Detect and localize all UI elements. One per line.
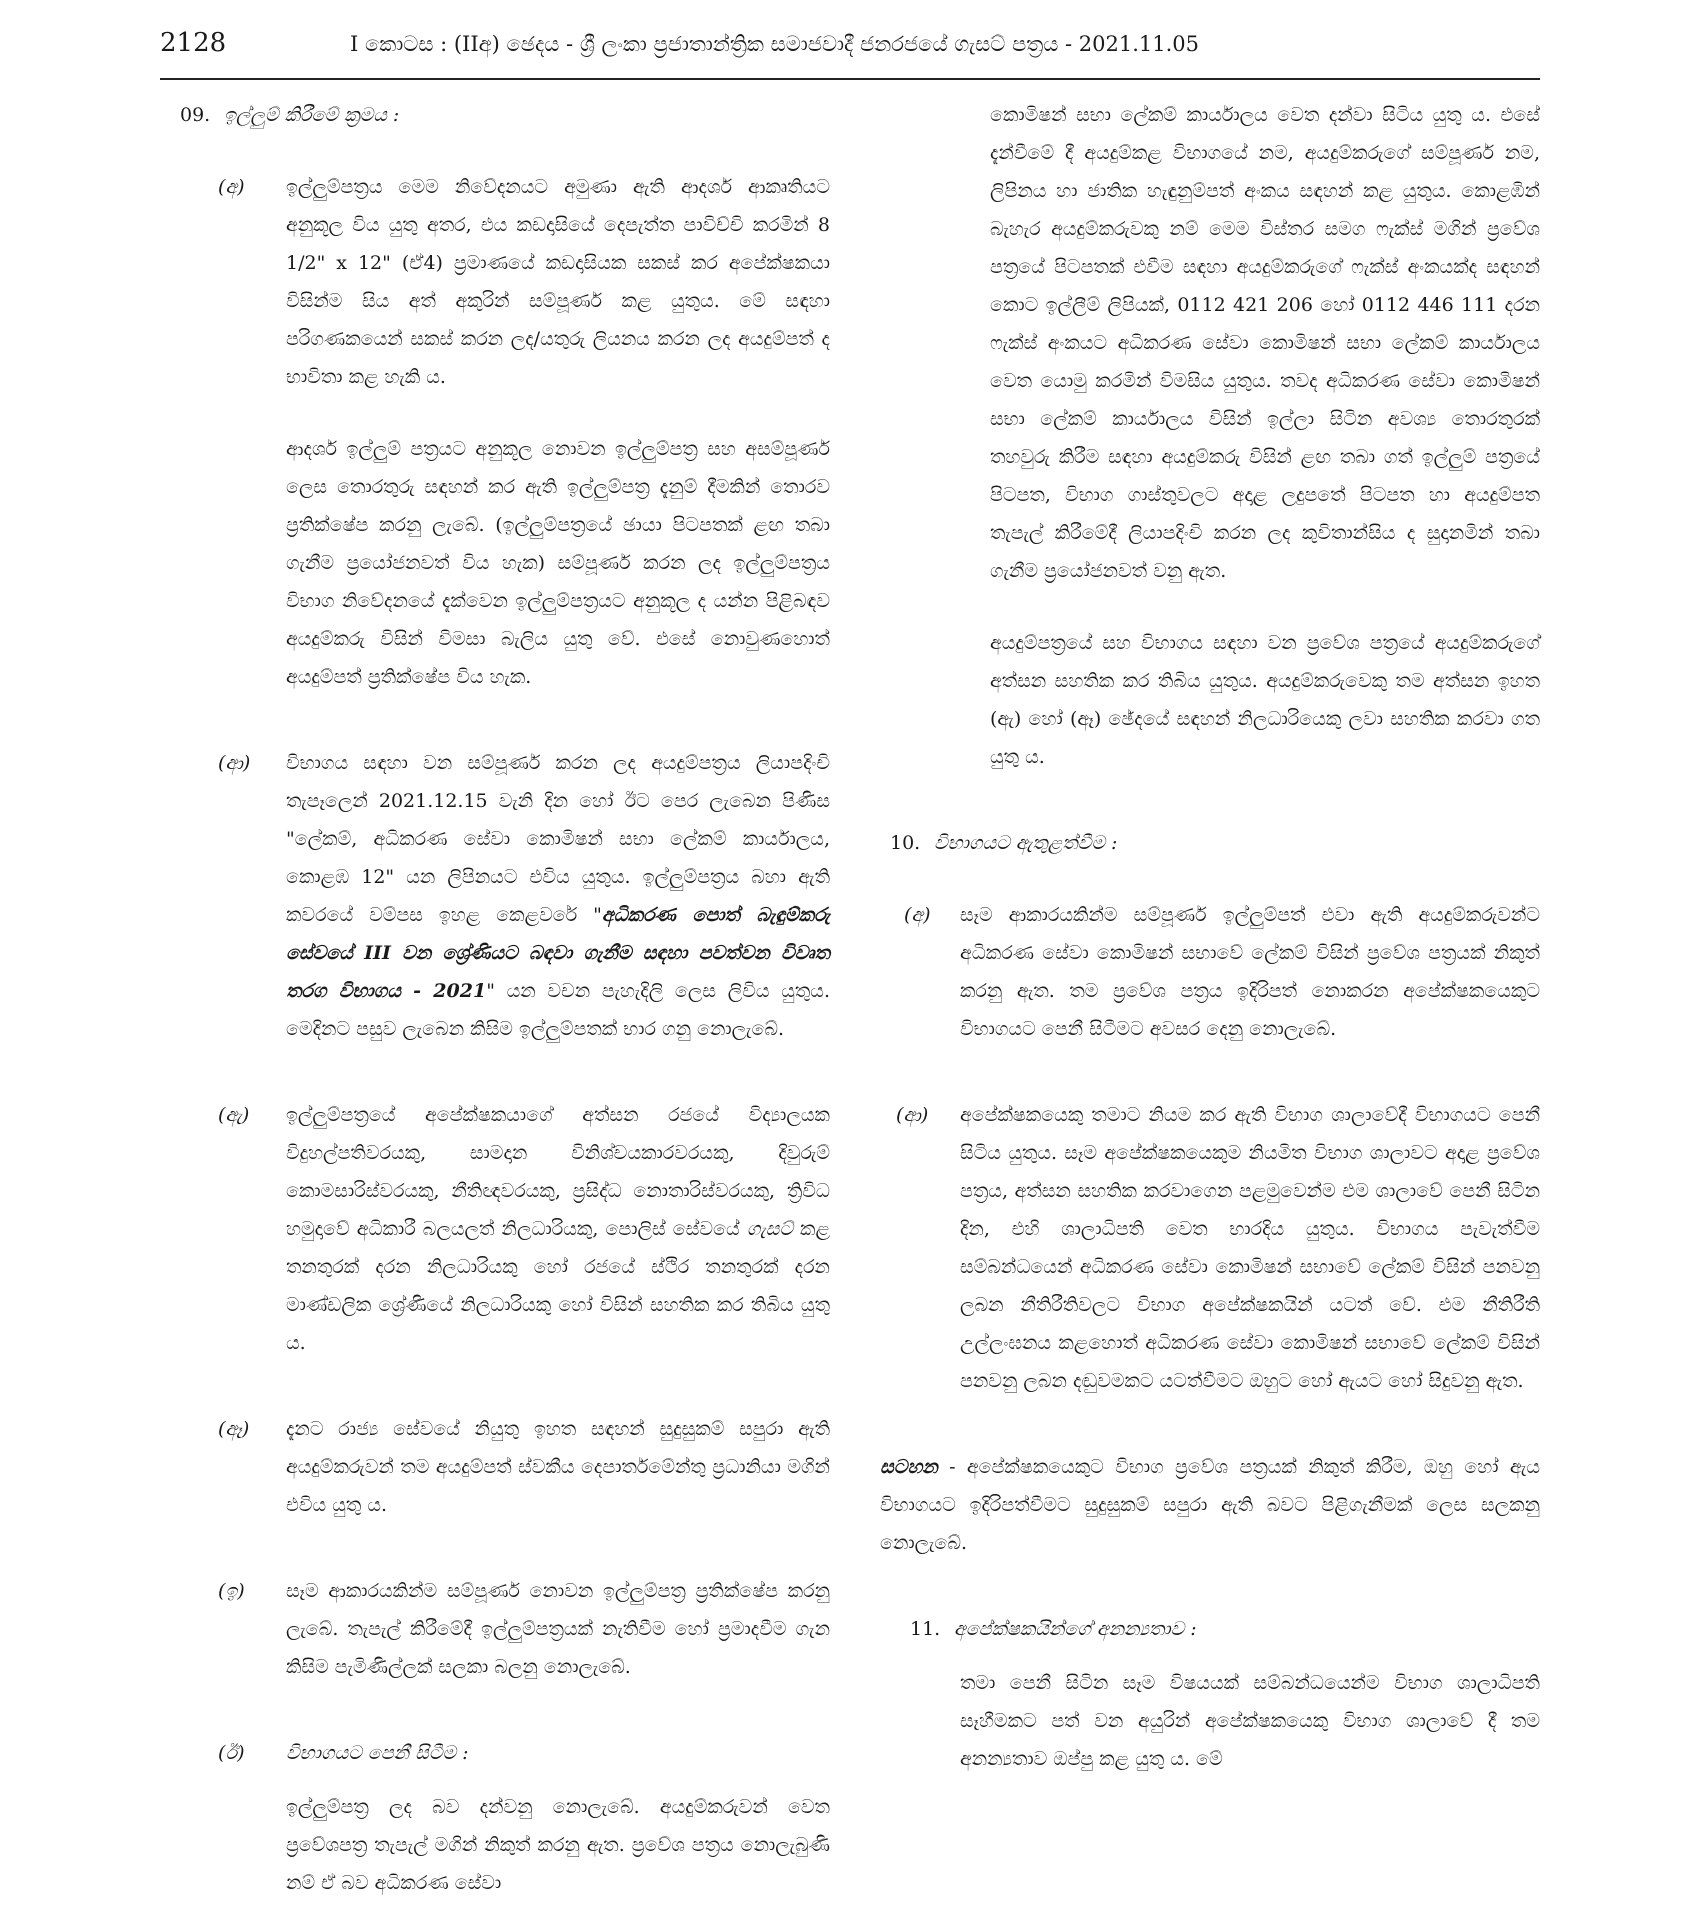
clause-text — [286, 1096, 830, 1362]
note-text: - අපේක්ෂකයෙකුට විභාග ප්‍රවේශ පත්‍රයක් නිකුත් කිරීම, ඔහු හෝ ඇය විභාගයට ඉදිරිපත්වීමට සුදුසුකම් සපුරා ඇති බවට පිළිගැනීමක් ලෙස සලකනු නොලැබේ. — [880, 1456, 1540, 1554]
note-label: සටහන — [880, 1456, 938, 1478]
clause-text: සෑම ආකාරයකින්ම සම්පූර්ණ ඉල්ලුම්පත් එවා ඇති අයදුම්කරුවන්ට අධිකරණ සේවා කොමිෂන් සභාවේ ලේකම් විසින් ප්‍රවේශ පත්‍රයක් නිකුත් කරනු ඇත. තම ප්‍රවේශ පත්‍රය ඉදිරිපත් නොකරන අපේක්ෂකයෙකුට විභාගයට පෙනී සිටීමට අවසර දෙනු නොලැබේ. — [960, 904, 1540, 1040]
clause-marker: (ඇ) — [218, 1104, 250, 1126]
clause-marker: (ඈ) — [218, 1418, 250, 1440]
clause-text-part: ඉල්ලුම්පත්‍රයේ අපේක්ෂකයාගේ අත්සන රජයේ විද්‍යාලයක විදුහල්පතිවරයකු, සාමදාන විනිශ්චයකාරවරයකු, දිවුරුම් කොමසාරිස්වරයකු, නීතිඥවරයකු, ප්‍රසිද්ධ නොතාරිස්වරයකු, ත්‍රිවිධ හමුදාවේ අධිකාරී බලයලත් නිලධාරියකු, පොලිස් සේවයේ — [286, 1104, 830, 1240]
clause-ii — [180, 1734, 830, 1902]
clause-text: අපේක්ෂකයෙකු තමාට නියම කර ඇති විභාග ශාලාවේදී විභාගයට පෙනී සිටිය යුතුය. සෑම අපේක්ෂකයෙකුම නියමිත විභාග ශාලාවට අදාළ ප්‍රවේශ පත්‍රය, අත්සන සහතික කරවාගෙන පළමුවෙන්ම එම ශාලාවේ පෙනී සිටින දින, එහි ශාලාධිපති වෙත භාරදිය යුතුය. විභාගය පැවැත්වීම සම්බන්ධයෙන් අධිකරණ සේවා කොමිෂන් සභාවේ ලේකම් විසින් පනවනු ලබන නීතිරීතිවලට විභාග අපේක්ෂකයින් යටත් වේ. එම නීතිරීති උල්ලංඝනය කළහොත් අධිකරණ සේවා කොමිෂන් සභාවේ ලේකම් විසින් පනවනු ලබන දඬුවමකට යටත්වීමට ඔහුට හෝ ඇයට හෝ සිදුවනු ඇත. — [960, 1104, 1540, 1392]
section-10-heading — [880, 824, 1540, 862]
clause-text — [286, 744, 830, 1048]
clause-10-aa — [880, 1096, 1540, 1400]
clause-text: සෑම ආකාරයකින්ම සම්පූර්ණ නොවන ඉල්ලුම්පත්‍ර ප්‍රතික්ෂේප කරනු ලැබේ. තැපැල් කිරීමේදී ඉල්ලුම්පත්‍රයක් නැතිවීම හෝ ප්‍රමාදවීම ගැන කිසිම පැමිණිල්ලක් සලකා බලනු නොලැබේ. — [286, 1580, 830, 1678]
page-header — [160, 22, 1540, 78]
clause-text-italic: ගැසට් — [746, 1218, 793, 1240]
gazette-header-title: I කොටස : (IIඅ) ඡෙදය - ශ්‍රී ලංකා ප්‍රජාතාන්ත්‍රික සමාජවාදී ජනරජයේ ගැසට් පත්‍රය - 2021.11.05 — [350, 32, 1200, 56]
page-number: 2128 — [160, 28, 227, 58]
clause-text-part: " යන වචන පැහැදිලි ලෙස ලිවිය යුතුය. මෙදිනට පසුව ලැබෙන කිසිම ඉල්ලුම්පතක් භාර ගනු නොලැබේ. — [286, 980, 830, 1040]
header-rule — [160, 78, 1540, 80]
note-paragraph — [880, 1448, 1540, 1562]
clause-marker: (ආ) — [218, 752, 251, 774]
clause-marker: (අ) — [904, 904, 931, 926]
section-title: විභාගයට ඇතුළත්වීම : — [934, 832, 1118, 854]
continued-paragraph: කොමිෂන් සභා ලේකම් කාර්යාලය වෙත දන්වා සිටිය යුතු ය. එසේ දැන්වීමේ දී අයදුම්කළ විභාගයේ නම, අයදුම්කරුගේ සම්පූර්ණ නම, ලිපිනය හා ජාතික හැඳුනුම්පත් අංකය සඳහන් කළ යුතුය. කොළඹින් බැහැර අයදුම්කරුවකු නම් මෙම විස්තර සමග ෆැක්ස් මගින් ප්‍රවේශ පත්‍රයේ පිටපතක් එවීම සඳහා අයදුම්කරුගේ ෆැක්ස් අංකයක්ද සඳහන් කොට ඉල්ලීම් ලිපියක්, 0112 421 206 හෝ 0112 446 111 දරන ෆැක්ස් අංකයට අධිකරණ සේවා කොමිෂන් සභා ලේකම් කාර්යාලය වෙත යොමු කරමින් විමසිය යුතුය. තවද අධිකරණ සේවා කොමිෂන් සභා ලේකම් කාර්යාලය විසින් ඉල්ලා සිටින අවශ්‍ය තොරතුරක් තහවුරු කිරීම සඳහා අයදුම්කරු විසින් ළඟ තබා ගත් ඉල්ලුම් පත්‍රයේ පිටපත, විභාග ගාස්තුවලට අදාළ ලදුපතේ පිටපත හා අයදුම්පත තැපැල් කිරීමේදී ලියාපදිංචි කරන ලද කුවිතාන්සිය ද සුදානමින් තබා ගැනීම ප්‍රයෝජනවත් වනු ඇත. — [990, 104, 1540, 582]
clause-i — [180, 1572, 830, 1686]
identity-paragraph: තමා පෙනී සිටින සෑම විෂයයක් සම්බන්ධයෙන්ම විභාග ශාලාධිපති සෑහීමකට පත් වන අයුරින් අපේක්ෂකයෙකු විභාග ශාලාවේ දී තම අනන්‍යතාව ඔප්පු කළ යුතු ය. මේ — [960, 1672, 1540, 1770]
section-title: අපේක්ෂකයින්ගේ අනන්‍යතාව : — [954, 1618, 1197, 1640]
clause-text: ආදර්ශ ඉල්ලුම් පත්‍රයට අනුකූල නොවන ඉල්ලුම්පත්‍ර සහ අසම්පූර්ණ ලෙස තොරතුරු සඳහන් කර ඇති ඉල්ලුම්පත්‍ර දැනුම් දීමකින් තොරව ප්‍රතික්ෂේප කරනු ලැබේ. (ඉල්ලුම්පත්‍රයේ ඡායා පිටපතක් ළඟ තබා ගැනීම ප්‍රයෝජනවත් විය හැක) සම්පූර්ණ කරන ලද ඉල්ලුම්පත්‍රය විභාග නිවේදනයේ දැක්වෙන ඉල්ලුම්පත්‍රයට අනුකූල ද යන්න පිළිබඳව අයදුම්කරු විසින් විමසා බැලිය යුතු වේ. එසේ නොවුණහොත් අයදුම්පත් ප්‍රතික්ෂේප විය හැක. — [286, 438, 830, 688]
signature-paragraph: අයදුම්පත්‍රයේ සහ විභාගය සඳහා වන ප්‍රවේශ පත්‍රයේ අයදුම්කරුගේ අත්සන සහතික කර තිබිය යුතුය. අයදුම්කරුවෙකු තම අත්සන ඉහත (ඇ) හෝ (ඈ) ඡේදයේ සඳහන් නිලධාරියෙකු ලවා සහතික කරවා ගත යුතු ය. — [990, 632, 1540, 768]
right-column — [880, 96, 1540, 1778]
clause-10-a — [880, 896, 1540, 1048]
left-column — [180, 96, 830, 1902]
section-11-heading — [880, 1610, 1540, 1648]
clause-marker: (අ) — [218, 176, 245, 198]
clause-text: ඉල්ලුම්පත්‍ර ලද බව දන්වනු නොලැබේ. අයදුම්කරුවන් වෙත ප්‍රවේශපත්‍ර තැපැල් මගින් නිකුත් කරනු ඇත. ප්‍රවේශ පත්‍රය නොලැබුණි නම් ඒ බව අධිකරණ සේවා — [286, 1796, 830, 1894]
clause-marker: (ආ) — [896, 1104, 929, 1126]
clause-title: විභාගයට පෙනී සිටීම : — [286, 1742, 469, 1764]
envelope-caption: අධිකරණ පොත් බැඳුම්කරු සේවයේ III වන ශ්‍රේණියට බඳවා ගැනීම සඳහා පවත්වන විවෘත තරග විභාගය - 2021 — [286, 904, 830, 1002]
section-title: ඉල්ලුම් කිරීමේ ක්‍රමය : — [224, 104, 400, 126]
clause-text-part: විභාගය සඳහා වන සම්පූර්ණ කරන ලද අයදුම්පත්‍රය ලියාපදිංචි තැපෑලෙන් 2021.12.15 වැනි දින හෝ ඊට පෙර ලැබෙන පිණිස "ලේකම්, අධිකරණ සේවා කොමිෂන් සභා ලේකම් කාර්යාලය, කොළඹ 12" යන ලිපිනයට එවිය යුතුය. ඉල්ලුම්පත්‍රය බහා ඇති කවරයේ වම්පස ඉහළ කෙළවරේ " — [286, 752, 830, 926]
clause-text: දැනට රාජ්‍ය සේවයේ නියුතු ඉහත සඳහන් සුදුසුකම් සපුරා ඇති අයදුම්කරුවන් තම අයදුම්පත් ස්වකීය දෙපාර්තමේන්තු ප්‍රධානියා මගින් එවිය යුතු ය. — [286, 1418, 830, 1516]
clause-marker: (ඊ) — [218, 1742, 245, 1764]
section-09-heading — [180, 96, 830, 134]
section-number: 11. — [910, 1618, 941, 1640]
clause-aa — [180, 744, 830, 1048]
clause-ae — [180, 1096, 830, 1362]
clause-aee — [180, 1410, 830, 1524]
clause-text-part: කළ තනතුරක් දරන නිලධාරියකු හෝ රජයේ ස්ථිර තනතුරක් දරන මාණ්ඩලික ශ්‍රේණියේ නිලධාරියකු හෝ විසින් සහතික කර තිබිය යුතු ය. — [286, 1218, 830, 1354]
section-number: 10. — [890, 832, 921, 854]
clause-a — [180, 168, 830, 696]
clause-text: ඉල්ලුම්පත්‍රය මෙම නිවේදනයට අමුණා ඇති ආදර්ශ ආකෘතියට අනුකූල විය යුතු අතර, එය කඩදාසියේ දෙපැත්ත පාවිච්චි කරමින් 8 1/2" x 12" (ඒ4) ප්‍රමාණයේ කඩදාසියක සකස් කර අපේක්ෂකයා විසින්ම සිය අත් අකුරින් සම්පූර්ණ කළ යුතුය. මේ සඳහා පරිගණකයෙන් සකස් කරන ලද/යතුරු ලියනය කරන ලද අයදුම්පත් ද භාවිතා කළ හැකි ය. — [286, 176, 830, 388]
section-number: 09. — [180, 104, 211, 126]
clause-marker: (ඉ) — [218, 1580, 245, 1602]
